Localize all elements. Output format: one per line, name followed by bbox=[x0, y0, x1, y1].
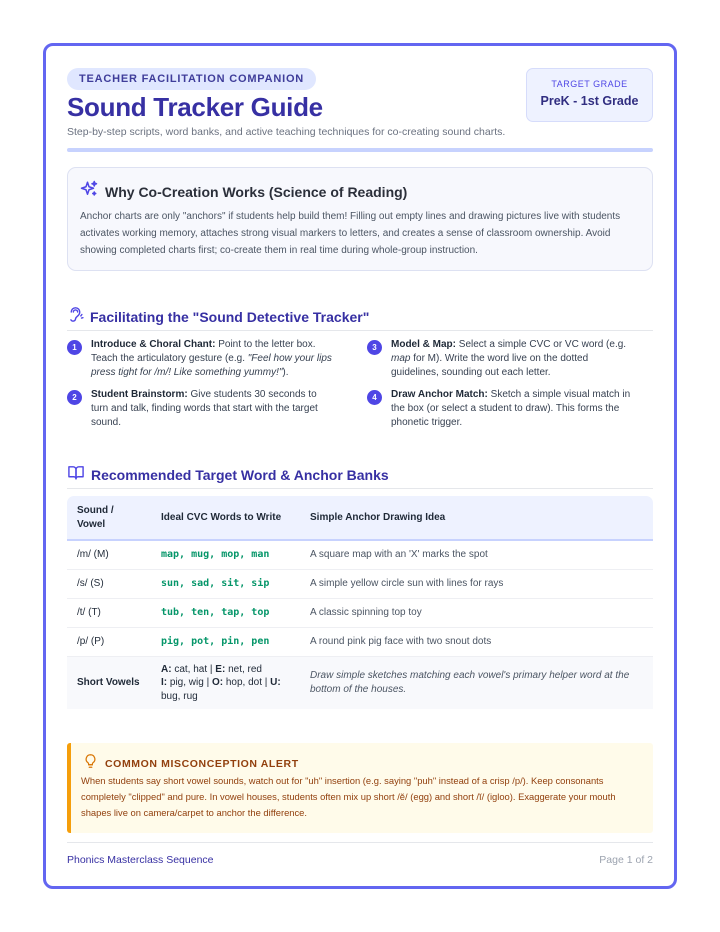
cell-idea: A classic spinning top toy bbox=[300, 598, 653, 627]
companion-badge: TEACHER FACILITATION COMPANION bbox=[67, 68, 316, 90]
cell-words: map, mug, mop, man bbox=[151, 540, 300, 569]
page-number: Page 1 of 2 bbox=[599, 854, 653, 866]
page-title: Sound Tracker Guide bbox=[67, 92, 323, 122]
col-header-sound: Sound / Vowel bbox=[67, 496, 151, 540]
banks-divider bbox=[67, 488, 653, 489]
lightbulb-icon bbox=[83, 753, 98, 774]
cell-sound: /t/ (T) bbox=[67, 598, 151, 627]
page-subtitle: Step-by-step scripts, word banks, and active teaching techniques for co-creating sound charts. bbox=[67, 126, 506, 138]
facilitating-heading bbox=[67, 306, 653, 328]
step-item bbox=[67, 388, 335, 431]
step-text: Draw Anchor Match: Sketch a simple visual match in the box (or select a student to draw). This forms the phonetic trigger. bbox=[391, 389, 631, 429]
step-number: 2 bbox=[67, 390, 82, 405]
table-row bbox=[67, 569, 653, 598]
cell-idea: A simple yellow circle sun with lines for rays bbox=[300, 569, 653, 598]
target-grade-box bbox=[526, 68, 653, 122]
cell-words: sun, sad, sit, sip bbox=[151, 569, 300, 598]
grade-value: PreK - 1st Grade bbox=[540, 94, 639, 108]
step-text: Model & Map: Select a simple CVC or VC word (e.g. map for M). Write the word live on the dotted guidelines, sounding out each letter. bbox=[391, 339, 627, 379]
col-header-idea: Simple Anchor Drawing Idea bbox=[300, 496, 653, 540]
cell-idea: A round pink pig face with two snout dots bbox=[300, 627, 653, 656]
cell-idea: Draw simple sketches matching each vowel's primary helper word at the bottom of the houses. bbox=[300, 656, 653, 709]
table-row bbox=[67, 598, 653, 627]
step-text: Introduce & Choral Chant: Point to the letter box. Teach the articulatory gesture (e.g. "Feel how your lips press tight for /m/! Like something yummy!"). bbox=[91, 339, 332, 379]
banks-heading bbox=[67, 464, 653, 486]
alert-title: COMMON MISCONCEPTION ALERT bbox=[105, 757, 299, 770]
cell-words: tub, ten, tap, top bbox=[151, 598, 300, 627]
header-divider bbox=[67, 148, 653, 152]
cell-idea: A square map with an 'X' marks the spot bbox=[300, 540, 653, 569]
footer-divider bbox=[67, 842, 653, 843]
why-cocreation-box bbox=[67, 167, 653, 271]
step-item bbox=[367, 388, 635, 431]
step-number: 3 bbox=[367, 340, 382, 355]
step-number: 1 bbox=[67, 340, 82, 355]
facilitating-divider bbox=[67, 330, 653, 331]
alert-text: When students say short vowel sounds, watch out for "uh" insertion (e.g. saying "puh" instead of a crisp /p/). Keep consonants completely "clipped" and pure. In vowel houses, students often mix up short /ĕ/ (egg) and short /ĭ/ (igloo). Exaggerate your mouth shapes live on camera/carpet to anchor the difference. bbox=[81, 775, 616, 818]
step-item bbox=[367, 338, 635, 381]
ear-icon bbox=[67, 306, 84, 328]
table-row-vowels bbox=[67, 656, 653, 709]
cell-vowel-words: A: cat, hat | E: net, red I: pig, wig | O: hop, dot | U: bug, rug bbox=[151, 656, 300, 709]
table-row bbox=[67, 540, 653, 569]
guide-page bbox=[43, 43, 677, 889]
step-text: Student Brainstorm: Give students 30 seconds to turn and talk, finding words that start with the target sound. bbox=[91, 389, 318, 429]
facilitating-title: Facilitating the "Sound Detective Tracker" bbox=[90, 309, 370, 325]
why-text: Anchor charts are only "anchors" if students help build them! Filling out empty lines and drawing pictures live with students activates working memory, attaches strong visual markers to letters, and creates a sense of classroom ownership. Avoid showing completed charts first; co-create them in real time during whole-group instruction. bbox=[80, 211, 621, 257]
step-number: 4 bbox=[367, 390, 382, 405]
footer-series: Phonics Masterclass Sequence bbox=[67, 854, 214, 866]
cell-sound: /s/ (S) bbox=[67, 569, 151, 598]
cell-words: pig, pot, pin, pen bbox=[151, 627, 300, 656]
col-header-words: Ideal CVC Words to Write bbox=[151, 496, 300, 540]
grade-label: TARGET GRADE bbox=[551, 79, 628, 89]
table-row bbox=[67, 627, 653, 656]
cell-sound: Short Vowels bbox=[67, 656, 151, 709]
cell-sound: /m/ (M) bbox=[67, 540, 151, 569]
table-header-row bbox=[67, 496, 653, 540]
banks-title: Recommended Target Word & Anchor Banks bbox=[91, 467, 389, 483]
misconception-alert bbox=[67, 743, 653, 833]
why-title: Why Co-Creation Works (Science of Reading) bbox=[105, 183, 408, 200]
sparkles-icon bbox=[80, 180, 98, 203]
word-bank-table bbox=[67, 496, 653, 709]
cell-sound: /p/ (P) bbox=[67, 627, 151, 656]
step-item bbox=[67, 338, 335, 381]
book-open-icon bbox=[67, 464, 85, 486]
